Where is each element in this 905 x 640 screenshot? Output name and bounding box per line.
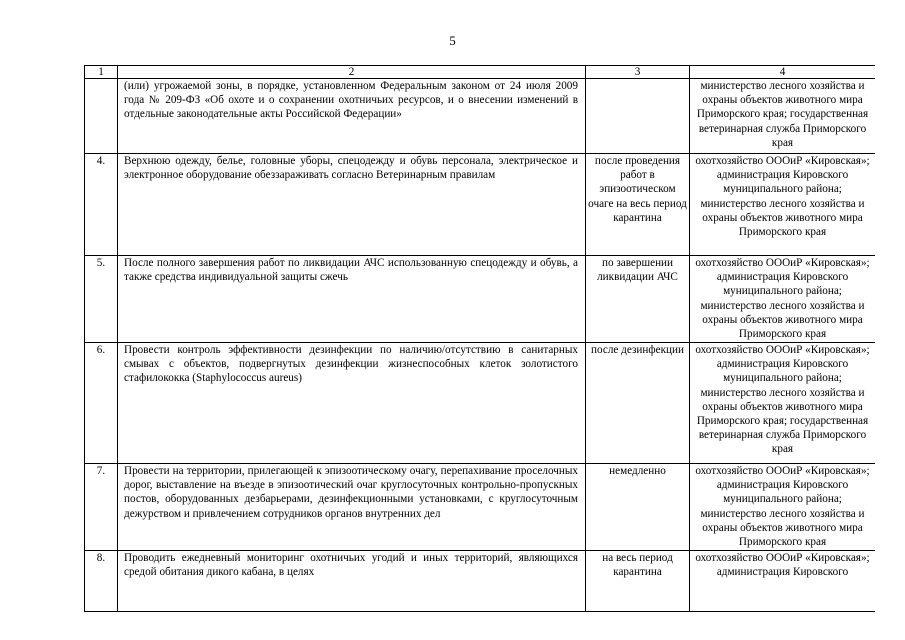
timing-text: после дезинфекции xyxy=(586,343,690,464)
responsible-text: министерство лесного хозяйства и охраны объектов животного мира Приморского края; государственная ветеринарная служба Приморского края xyxy=(690,79,876,154)
table-row xyxy=(85,551,876,612)
responsible-text: охотхозяйство ОООиР «Кировская»; администрация Кировского муниципального района; министерство лесного хозяйства и охраны объектов животного мира Приморского края xyxy=(690,256,876,343)
header-cell-4: 4 xyxy=(690,66,876,79)
responsible-text: охотхозяйство ОООиР «Кировская»; администрация Кировского xyxy=(690,551,876,612)
responsible-text: охотхозяйство ОООиР «Кировская»; администрация Кировского муниципального района; министерство лесного хозяйства и охраны объектов животного мира Приморского края xyxy=(690,154,876,256)
row-number: 6. xyxy=(85,343,118,464)
timing-text xyxy=(586,79,690,154)
header-cell-2: 2 xyxy=(118,66,586,79)
measure-text: Провести контроль эффективности дезинфекции по наличию/отсутствию в санитарных смывах с объектов, подвергнутых дезинфекции жизнеспособных клеток золотистого стафилококка (Staphylococcus aureus) xyxy=(118,343,586,464)
row-number xyxy=(85,79,118,154)
row-number: 7. xyxy=(85,464,118,551)
timing-text: по завершении ликвидации АЧС xyxy=(586,256,690,343)
row-number: 5. xyxy=(85,256,118,343)
timing-text: после проведения работ в эпизоотическом очаге на весь период карантина xyxy=(586,154,690,256)
header-cell-1: 1 xyxy=(85,66,118,79)
measure-text: После полного завершения работ по ликвидации АЧС использованную спецодежду и обувь, а также средства индивидуальной защиты сжечь xyxy=(118,256,586,343)
measure-text: Верхнюю одежду, белье, головные уборы, спецодежду и обувь персонала, электрическое и электронное оборудование обеззараживать согласно Ветеринарным правилам xyxy=(118,154,586,256)
table-row xyxy=(85,256,876,343)
row-number: 4. xyxy=(85,154,118,256)
timing-text: немедленно xyxy=(586,464,690,551)
table-row xyxy=(85,464,876,551)
table-row xyxy=(85,154,876,256)
measure-text: (или) угрожаемой зоны, в порядке, установленном Федеральным законом от 24 июля 2009 года № 209-ФЗ «Об охоте и о сохранении охотничьих ресурсов, и о внесении изменений в отдельные законодательные акты Российской Федерации» xyxy=(118,79,586,154)
timing-text: на весь период карантина xyxy=(586,551,690,612)
header-cell-3: 3 xyxy=(586,66,690,79)
responsible-text: охотхозяйство ОООиР «Кировская»; администрация Кировского муниципального района; министерство лесного хозяйства и охраны объектов животного мира Приморского края xyxy=(690,464,876,551)
table-row xyxy=(85,343,876,464)
measures-table xyxy=(84,65,875,612)
measure-text: Проводить ежедневный мониторинг охотничьих угодий и иных территорий, являющихся средой обитания дикого кабана, в целях xyxy=(118,551,586,612)
responsible-text: охотхозяйство ОООиР «Кировская»; администрация Кировского муниципального района; министерство лесного хозяйства и охраны объектов животного мира Приморского края; государственная ветеринарная служба Приморского края xyxy=(690,343,876,464)
measure-text: Провести на территории, прилегающей к эпизоотическому очагу, перепахивание проселочных дорог, выставление на въезде в эпизоотический очаг круглосуточных контрольно-пропускных постов, оборудованных дезбарьерами, дезинфекционными установками, с круглосуточным дежурством и привлечением сотрудников органов внутренних дел xyxy=(118,464,586,551)
row-number: 8. xyxy=(85,551,118,612)
page-number: 5 xyxy=(449,33,456,48)
table-header-row xyxy=(85,66,876,79)
table-row xyxy=(85,79,876,154)
measures-table-wrapper xyxy=(84,65,875,640)
